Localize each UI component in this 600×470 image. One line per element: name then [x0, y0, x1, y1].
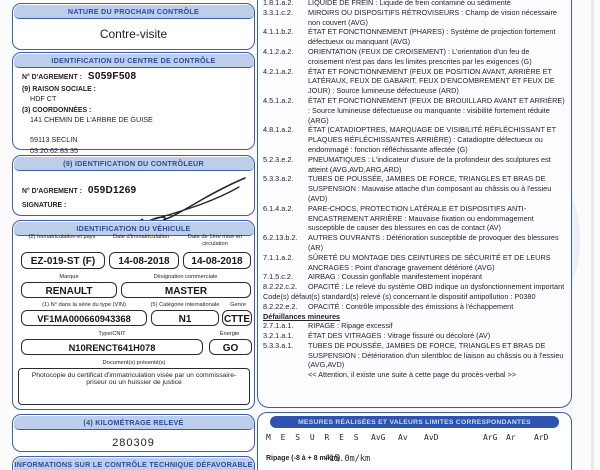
defect-text: SÛRETÉ DU MONTAGE DES CEINTURES DE SÉCURITÉ ET DE LEURS ANCRAGES : Point d'ancrage gravement détérioré (AVG): [308, 252, 551, 272]
categorie-label: (5) Catégorie internationale: [150, 302, 220, 308]
marque-label: Marque: [59, 274, 79, 280]
mesures-column-header: AvD: [424, 433, 439, 442]
defect-row: [263, 96, 567, 125]
defect-code: [263, 370, 308, 380]
energie-value: GO: [209, 339, 252, 355]
section-defaillances: [257, 0, 572, 408]
defect-row: [263, 155, 567, 175]
defect-text: MIROIRS OU DISPOSITIFS RÉTROVISEURS : Champ de vision nécessaire non couvert (AVG): [308, 7, 557, 27]
defect-row: [263, 370, 567, 380]
defect-row: [263, 312, 567, 322]
defect-row: [263, 67, 567, 96]
mesures-column-header: Av: [398, 433, 408, 442]
mesures-column-header: ArG: [483, 433, 498, 442]
ripage-row-label: Ripage (-8 à + 8 m/km): [266, 455, 341, 462]
defect-row: [263, 174, 567, 203]
defect-row: [263, 0, 567, 8]
centre-coordonnees-label: (3) COORDONNÉES :: [22, 106, 92, 114]
ripage-row-value: +15.0m/km: [324, 454, 371, 464]
centre-phone: 03.20.62.83.35: [30, 145, 78, 155]
marque-value: RENAULT: [21, 282, 117, 298]
defect-row: [263, 331, 567, 341]
defect-text: LIQUIDE DE FREIN : Liquide de frein contaminé ou sédimenté: [308, 0, 511, 7]
cnit-label: Type/CNIT: [98, 331, 126, 337]
defect-text: OPACITÉ : Contrôle impossible des émissions à l'échappement: [308, 301, 514, 311]
centre-agrement-label: N° D'AGREMENT :: [22, 74, 82, 81]
defect-code: 7.1.5.c.2.: [263, 272, 294, 282]
prochain-controle-value: Contre-visite: [99, 27, 168, 41]
defect-code: 4.8.1.a.2.: [263, 125, 294, 135]
defect-row: [263, 253, 567, 273]
mesures-column-header: Ar: [506, 433, 516, 442]
signature-label: SIGNATURE :: [22, 202, 67, 209]
kilometrage-value: 280309: [112, 437, 155, 449]
defect-row: [263, 321, 567, 331]
defect-code: 4.1.2.a.2.: [263, 46, 294, 56]
section-title-controleur: (9) IDENTIFICATION DU CONTRÔLEUR: [14, 157, 254, 172]
designation-value: MASTER: [121, 282, 251, 298]
scan-edge-streak: [591, 0, 594, 470]
defect-code: 4.5.1.a.2.: [263, 95, 294, 105]
defect-row: [263, 272, 567, 282]
centre-raison-value: HDF CT: [30, 94, 57, 103]
centre-raison-label: (9) RAISON SOCIALE :: [22, 85, 96, 93]
section-title-nature: NATURE DU PROCHAIN CONTRÔLE: [14, 5, 254, 20]
section-title-kilometrage: (4) KILOMÉTRAGE RELEVÉ: [14, 416, 254, 431]
cnit-value: N10RENCT641H078: [21, 339, 203, 355]
section-title-mesures: MESURES RÉALISÉES ET VALEURS LIMITES CORRESPONDANTES: [270, 416, 559, 428]
defect-row: [263, 282, 567, 292]
defect-text: ÉTAT ET FONCTIONNEMENT (FEUX DE BROUILLARD AVANT ET ARRIÈRE) : Source lumineuse défectueuse ou manquante : visibilité fortement réduite (ARG): [308, 95, 565, 125]
defect-text: TUBES DE POUSSÉE, JAMBES DE FORCE, TRIANGLES ET BRAS DE SUSPENSION : Détérioration d'un silentbloc de liaison au châssis ou à l'essieu (AVG,AVD): [308, 340, 564, 370]
energie-label: Énergie: [219, 331, 240, 337]
centre-agrement-line: [22, 71, 245, 82]
defect-text: ÉTAT DES VITRAGES : Vitrage fissuré ou décoloré (AV): [308, 331, 491, 341]
defect-row: [263, 341, 567, 370]
defect-list: [258, 0, 571, 380]
defect-code: 3.3.1.c.2.: [263, 7, 294, 17]
section-infos-defavorable: [12, 456, 255, 470]
defect-text: RIPAGE : Ripage excessif: [308, 321, 393, 331]
section-title-infos-defavorable: INFORMATIONS SUR LE CONTRÔLE TECHNIQUE DÉFAVORABLE: [14, 458, 254, 470]
section-title-vehicule: IDENTIFICATION DU VÉHICULE: [14, 222, 254, 237]
defect-row: [263, 292, 567, 302]
mesures-column-label: M E S U R E S: [266, 433, 362, 442]
date-circulation-label: Date de 1ère mise en circulation: [187, 234, 243, 247]
mesures-column-header: AvG: [371, 433, 386, 442]
controleur-agrement-value: 059D1269: [87, 185, 137, 196]
defect-text: OPACITÉ : Le relevé du système OBD indique un dysfonctionnement important: [308, 282, 565, 292]
date-immatriculation-value: 14-08-2018: [109, 252, 179, 269]
section-controleur: [12, 155, 255, 216]
defect-text: << Attention, il existe une suite à cette page du procès-verbal >>: [308, 370, 517, 380]
section-mesures: [257, 412, 572, 470]
centre-address-line2: 59113 SECLIN: [30, 135, 78, 144]
defect-code: 5.3.3.a.2.: [263, 174, 294, 184]
defect-row: [263, 125, 567, 154]
defect-text: AUTRES OUVRANTS : Détérioration susceptible de provoquer des blessures (AR): [308, 233, 559, 252]
defect-code: 4.1.1.b.2.: [263, 27, 294, 37]
section-kilometrage: [12, 414, 255, 452]
defect-text: ÉTAT ET FONCTIONNEMENT (PHARES) : Système de projection fortement défectueux ou manquant (AVG): [308, 27, 556, 47]
defect-code: 6.2.13.b.2.: [263, 233, 298, 243]
centre-body: [13, 68, 254, 158]
controleur-agrement-label: N° D'AGREMENT :: [22, 188, 82, 195]
immatriculation-label: (2) Immatriculation et pays: [28, 234, 96, 240]
defect-row: [263, 8, 567, 28]
defect-row: [263, 302, 567, 312]
genre-label: Genre: [230, 302, 246, 308]
section-title-centre: IDENTIFICATION DU CENTRE DE CONTRÔLE: [14, 54, 254, 69]
categorie-value: N1: [151, 310, 219, 326]
designation-label: Désignation commerciale: [153, 274, 218, 280]
defect-text: AIRBAG : Coussin gonflable manifestement inopérant: [308, 272, 483, 282]
defect-code: 1.8.1.a.2.: [263, 0, 294, 7]
defect-row: [263, 27, 567, 47]
defect-code: 2.7.1.a.1.: [263, 321, 294, 331]
defect-code: 3.2.1.a.1.: [263, 331, 294, 341]
defect-text: Défaillances mineures: [263, 311, 341, 321]
defect-code: 5.2.3.e.2.: [263, 154, 294, 164]
defect-text: TUBES DE POUSSÉE, JAMBES DE FORCE, TRIANGLES ET BRAS DE SUSPENSION : Mauvaise attache d'un composant au châssis ou à l'essieu (AVD): [308, 174, 552, 203]
defect-code: 6.1.4.a.2.: [263, 203, 294, 213]
defect-text: PNEUMATIQUES : L'indicateur d'usure de la profondeur des sculptures est atteint (AVG,AVD,ARG,ARD): [308, 154, 551, 174]
documents-value: Photocopie du certificat d'immatriculation visée par un commissaire-priseur ou un huissier de justice: [18, 368, 250, 405]
controleur-body: [13, 171, 254, 218]
defect-text: PARE-CHOCS, PROTECTION LATÉRALE ET DISPOSITIFS ANTI-ENCASTREMENT ARRIÈRE : Mauvaise fixation ou endommagement susceptible de causer des blessures en cas de contact (AV): [308, 203, 534, 233]
defect-code: 5.3.3.a.1.: [263, 340, 294, 350]
vin-value: VF1MA000660943368: [21, 310, 147, 326]
defect-row: [263, 47, 567, 67]
section-nature-prochain-controle: [12, 3, 255, 50]
defect-text: Code(s) défaut(s) standard(s) relevé (s) concernant le dispositif antipollution : P0380: [263, 291, 536, 301]
vin-label: (1) N° dans la série du type (VIN): [42, 302, 126, 308]
section-centre-controle: [12, 52, 255, 155]
defect-code: 7.1.1.a.2.: [263, 252, 294, 262]
mesures-column-header: ArD: [534, 433, 549, 442]
date-circulation-value: 14-08-2018: [183, 252, 251, 269]
defect-code: 8.2.22.c.2.: [263, 282, 298, 292]
documents-label: Document(s) présenté(s): [102, 360, 166, 366]
defect-code: 8.2.22.e.2.: [263, 301, 298, 311]
date-immatriculation-label: Date d'immatriculation: [112, 234, 170, 240]
defect-text: ÉTAT (CATADIOPTRES, MARQUAGE DE VISIBILITÉ RÉFLÉCHISSANT ET PLAQUES RÉFLÉCHISSANTES ARRIÈRE) : Catadioptre défectueux ou endommagé : fonction réfléchissante affectée (G): [308, 125, 557, 154]
immatriculation-value: EZ-019-ST (F): [21, 252, 105, 269]
centre-agrement-value: S059F508: [87, 71, 137, 82]
genre-value: CTTE: [222, 310, 252, 326]
defect-row: [263, 204, 567, 233]
defect-code: 4.2.1.a.2.: [263, 66, 294, 76]
centre-address-line1: 141 CHEMIN DE L'ARBRE DE GUISE: [30, 115, 153, 124]
defect-text: ÉTAT ET FONCTIONNEMENT (FEUX DE POSITION AVANT, ARRIÈRE ET LATÉRAUX, FEUX DE GABARIT, FEUX D'ENCOMBREMENT ET FEUX DE JOUR) : Source lumineuse défectueuse (ARD): [308, 66, 555, 96]
defect-row: [263, 233, 567, 253]
defect-text: ORIENTATION (FEUX DE CROISEMENT) : L'orientation d'un feu de croisement n'est pas dans les limites prescrites par les exigences (G): [308, 46, 532, 66]
section-vehicule: [12, 220, 255, 410]
